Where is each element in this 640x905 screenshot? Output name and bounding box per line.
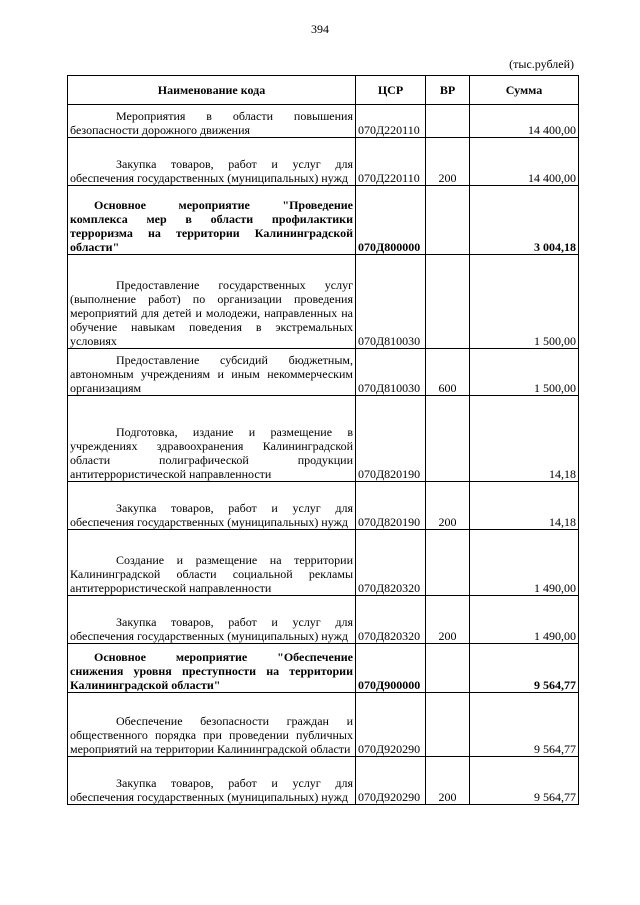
row-csr: 070Д810030 [356,349,426,396]
table-header-row [68,76,579,105]
row-sum: 1 500,00 [470,255,579,349]
table-row [68,596,579,644]
row-csr: 070Д220110 [356,105,426,138]
table-row [68,693,579,757]
table-row [68,138,579,186]
row-sum: 14,18 [470,482,579,530]
table-row [68,757,579,805]
row-csr: 070Д900000 [356,644,426,693]
row-vr [426,396,470,482]
row-vr: 200 [426,138,470,186]
row-csr: 070Д820190 [356,396,426,482]
row-sum: 3 004,18 [470,186,579,255]
row-sum: 14,18 [470,396,579,482]
row-csr: 070Д820320 [356,530,426,596]
units-label: (тыс.рублей) [509,57,574,71]
row-csr: 070Д220110 [356,138,426,186]
row-vr: 600 [426,349,470,396]
row-sum: 9 564,77 [470,644,579,693]
row-name-cell [68,596,356,644]
row-name: Закупка товаров, работ и услуг для обеспечения государственных (муниципальных) нужд [70,157,353,185]
row-sum: 14 400,00 [470,105,579,138]
row-sum: 14 400,00 [470,138,579,186]
row-csr: 070Д920290 [356,757,426,805]
table-row [68,105,579,138]
row-vr: 200 [426,482,470,530]
row-name: Мероприятия в области повышения безопасности дорожного движения [70,109,353,137]
row-name-cell [68,757,356,805]
row-name-cell [68,186,356,255]
row-csr: 070Д800000 [356,186,426,255]
page-number: 394 [311,22,329,36]
row-name: Закупка товаров, работ и услуг для обеспечения государственных (муниципальных) нужд [70,501,353,529]
row-name: Предоставление субсидий бюджетным, автономным учреждениям и иным некоммерческим организациям [70,353,353,395]
row-vr [426,186,470,255]
row-name-cell [68,644,356,693]
table-row [68,186,579,255]
row-name-cell [68,138,356,186]
row-sum: 1 490,00 [470,596,579,644]
row-csr: 070Д920290 [356,693,426,757]
budget-table [67,75,579,805]
row-name-cell [68,349,356,396]
table-row [68,644,579,693]
row-vr [426,530,470,596]
row-name: Подготовка, издание и размещение в учреждениях здравоохранения Калининградской области полиграфической продукции антитеррористической направленности [70,425,353,481]
row-name-cell [68,530,356,596]
table-row [68,396,579,482]
row-name: Предоставление государственных услуг (выполнение работ) по организации проведения мероприятий для детей и молодежи, направленных на обучение навыкам поведения в экстремальных условиях [70,278,353,348]
row-vr [426,644,470,693]
table-row [68,530,579,596]
row-sum: 9 564,77 [470,693,579,757]
header-vr: ВР [426,76,470,105]
row-name: Основное мероприятие "Проведение комплекса мер в области профилактики терроризма на территории Калининградской области" [70,198,353,254]
row-sum: 9 564,77 [470,757,579,805]
header-name: Наименование кода [68,76,356,105]
row-name: Основное мероприятие "Обеспечение снижения уровня преступности на территории Калининградской области" [70,650,353,692]
row-vr [426,255,470,349]
row-vr [426,105,470,138]
row-name: Закупка товаров, работ и услуг для обеспечения государственных (муниципальных) нужд [70,776,353,804]
header-sum: Сумма [470,76,579,105]
row-name-cell [68,105,356,138]
table-row [68,482,579,530]
row-name-cell [68,482,356,530]
row-vr [426,693,470,757]
row-name: Обеспечение безопасности граждан и общественного порядка при проведении публичных мероприятий на территории Калининградской области [70,714,353,756]
row-sum: 1 490,00 [470,530,579,596]
row-vr: 200 [426,757,470,805]
header-csr: ЦСР [356,76,426,105]
row-csr: 070Д820320 [356,596,426,644]
row-name-cell [68,255,356,349]
row-vr: 200 [426,596,470,644]
row-csr: 070Д810030 [356,255,426,349]
row-sum: 1 500,00 [470,349,579,396]
row-name: Закупка товаров, работ и услуг для обеспечения государственных (муниципальных) нужд [70,615,353,643]
row-csr: 070Д820190 [356,482,426,530]
row-name-cell [68,693,356,757]
row-name: Создание и размещение на территории Калининградской области социальной рекламы антитеррористической направленности [70,553,353,595]
table-row [68,255,579,349]
row-name-cell [68,396,356,482]
table-row [68,349,579,396]
